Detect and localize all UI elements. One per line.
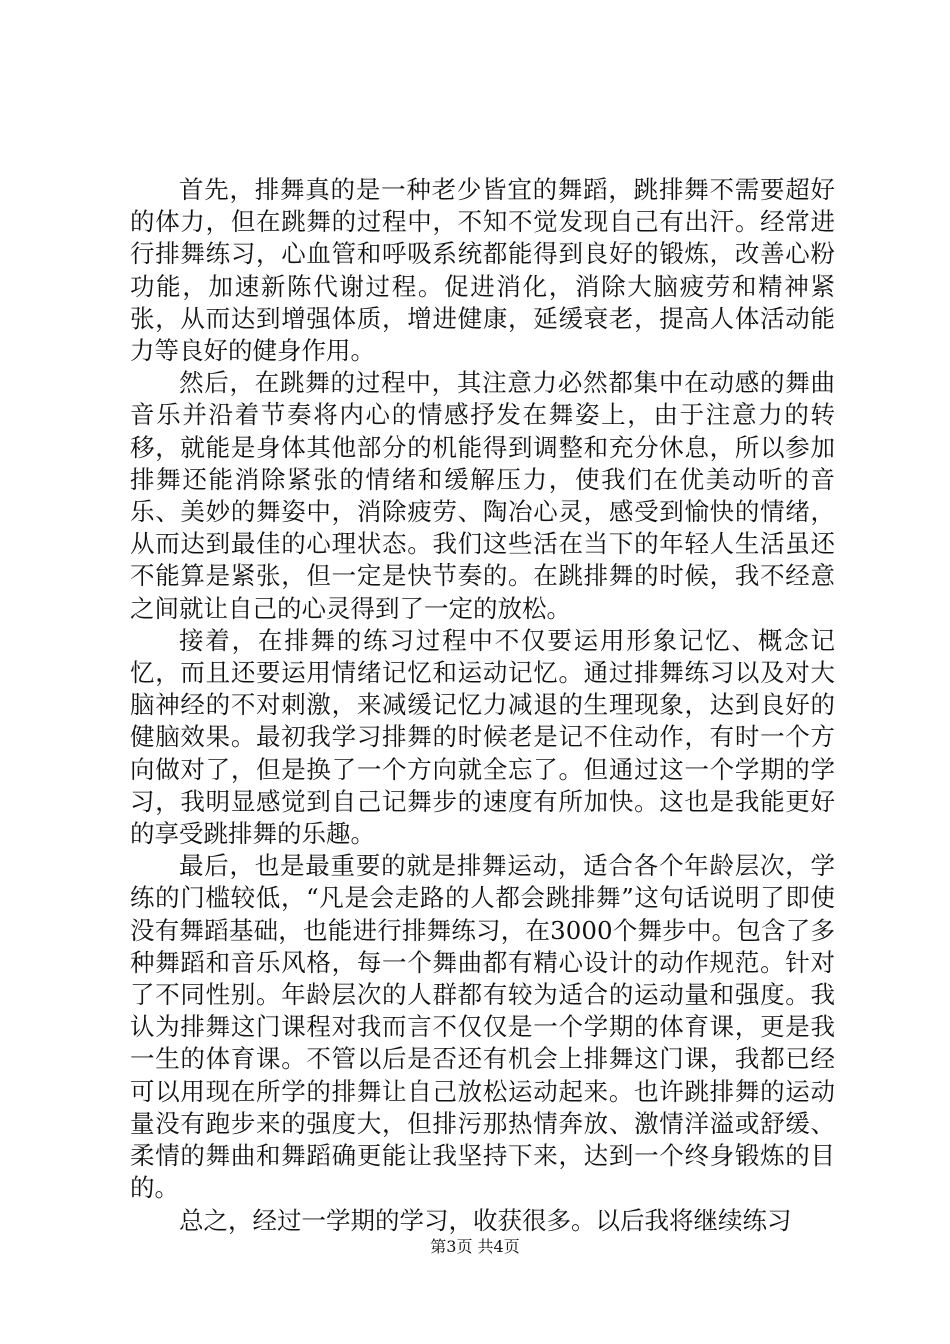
paragraph-5: 总之，经过一学期的学习，收获很多。以后我将继续练习 xyxy=(179,1205,792,1235)
paragraph-4: 最后，也是最重要的就是排舞运动，适合各个年龄层次，学练的门槛较低，“凡是会走路的人都会跳排舞”这句话说明了即使没有舞蹈基础，也能进行排舞练习，在3000个舞步中。包含了多种舞蹈和音乐风格，每一个舞曲都有精心设计的动作规范。针对了不同性别。年龄层次的人群都有较为适合的运动量和强度。我认为排舞这门课程对我而言不仅仅是一个学期的体育课，更是我一生的体育课。不管以后是否还有机会上排舞这门课，我都已经可以用现在所学的排舞让自己放松运动起来。也许跳排舞的运动量没有跑步来的强度大，但排污那热情奔放、激情洋溢或舒缓、柔情的舞曲和舞蹈确更能让我坚持下来，达到一个终身锻炼的目的。 xyxy=(130,851,835,1203)
paragraph-1: 首先，排舞真的是一种老少皆宜的舞蹈，跳排舞不需要超好的体力，但在跳舞的过程中，不知不觉发现自己有出汗。经常进行排舞练习，心血管和呼吸系统都能得到良好的锻炼，改善心粉功能，加速新陈代谢过程。促进消化，消除大脑疲劳和精神紧张，从而达到增强体质，增进健康，延缓衰老，提高人体活动能力等良好的健身作用。 xyxy=(130,175,835,366)
document-body xyxy=(130,174,835,1237)
paragraph-2: 然后，在跳舞的过程中，其注意力必然都集中在动感的舞曲音乐并沿着节奏将内心的情感抒发在舞姿上，由于注意力的转移，就能是身体其他部分的机能得到调整和充分休息，所以参加排舞还能消除紧张的情绪和缓解压力，使我们在优美动听的音乐、美妙的舞姿中，消除疲劳、陶冶心灵，感受到愉快的情绪，从而达到最佳的心理状态。我们这些活在当下的年轻人生活虽还不能算是紧张，但一定是快节奏的。在跳排舞的时候，我不经意之间就让自己的心灵得到了一定的放松。 xyxy=(130,368,835,623)
page-footer: 第3页 共4页 xyxy=(430,1237,520,1256)
paragraph-3: 接着，在排舞的练习过程中不仅要运用形象记忆、概念记忆，而且还要运用情绪记忆和运动记忆。通过排舞练习以及对大脑神经的不对刺激，来减缓记忆力减退的生理现象，达到良好的健脑效果。最初我学习排舞的时候老是记不住动作，有时一个方向做对了，但是换了一个方向就全忘了。但通过这一个学期的学习，我明显感觉到自己记舞步的速度有所加快。这也是我能更好的享受跳排舞的乐趣。 xyxy=(130,625,835,849)
